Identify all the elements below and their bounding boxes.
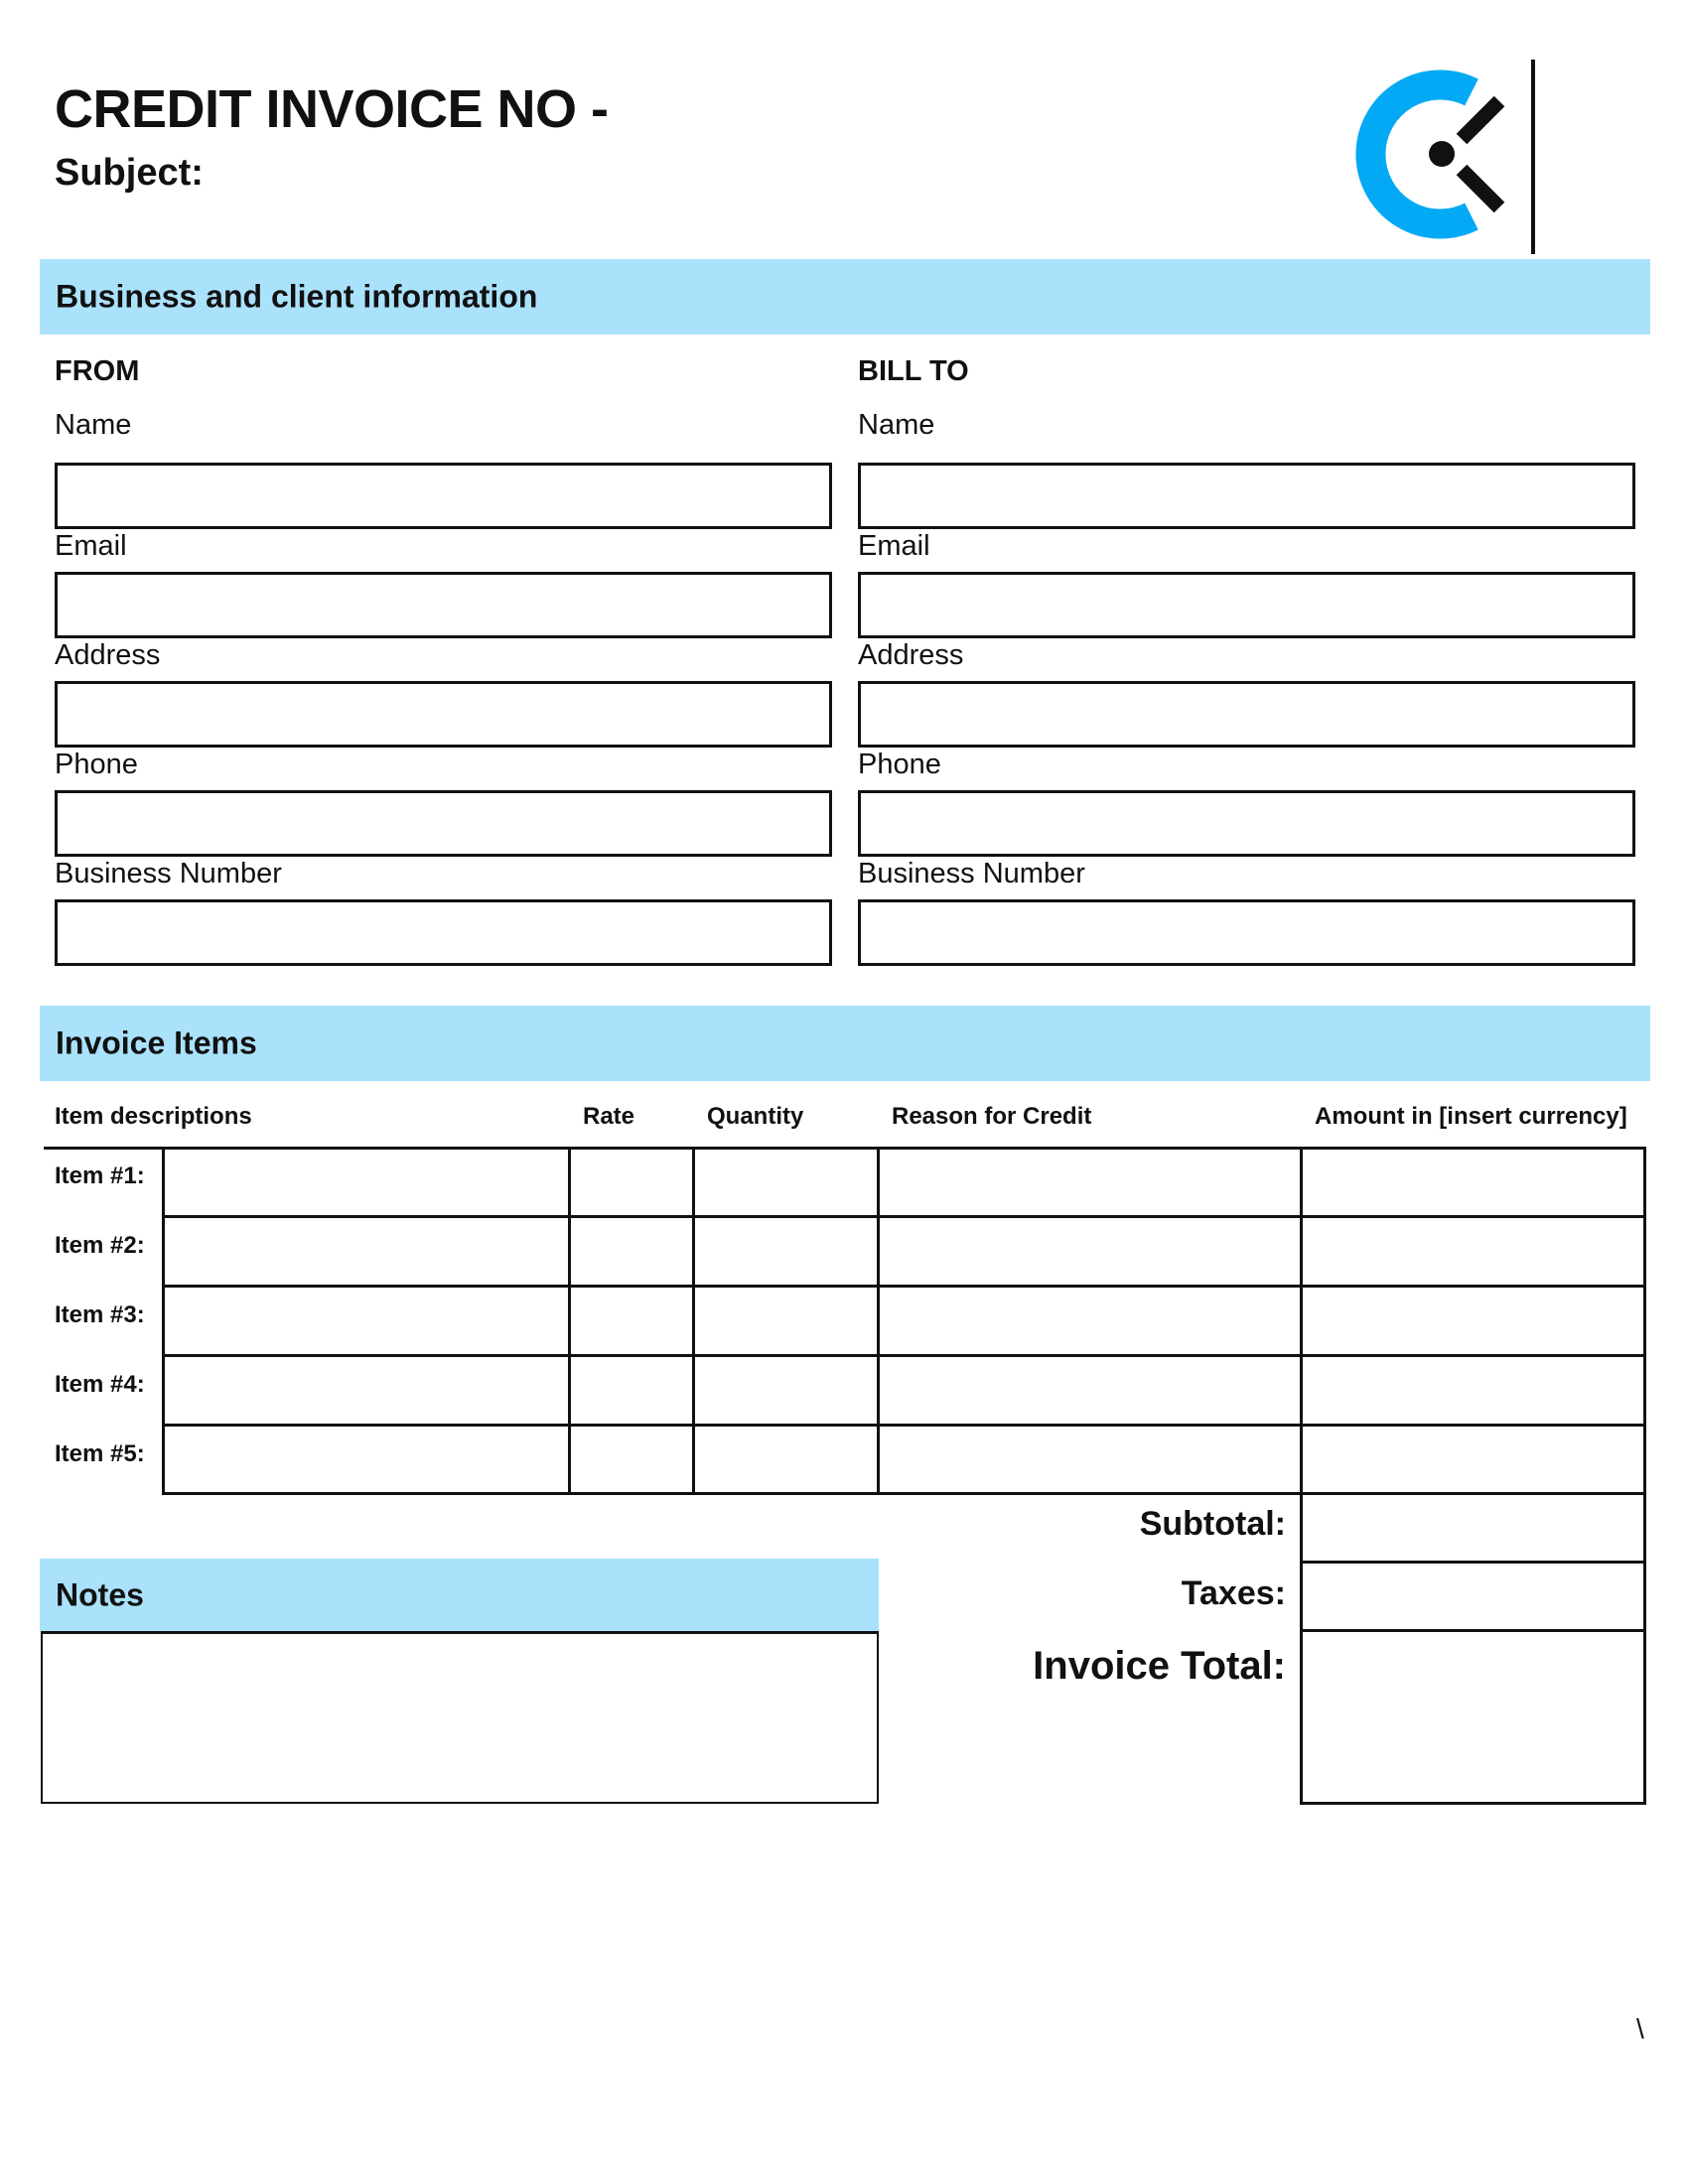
item-row-label: Item #1: <box>55 1162 145 1189</box>
item-row-label: Item #5: <box>55 1440 145 1467</box>
bill-to-business-number-field[interactable] <box>858 899 1635 966</box>
column-header-quantity: Quantity <box>707 1103 804 1130</box>
notes-header <box>40 1559 879 1631</box>
subject-label: Subject: <box>55 152 204 194</box>
item-row-label: Item #2: <box>55 1232 145 1259</box>
bill-to-address-label: Address <box>858 639 964 671</box>
bill-to-address-field[interactable] <box>858 681 1635 748</box>
bill-to-email-field[interactable] <box>858 572 1635 638</box>
notes-field[interactable] <box>41 1631 879 1804</box>
item-row-label: Item #3: <box>55 1301 145 1328</box>
invoice-items-header <box>40 1006 1650 1081</box>
column-header-rate: Rate <box>583 1103 635 1130</box>
item-row-label: Item #4: <box>55 1371 145 1398</box>
from-name-label: Name <box>55 409 132 441</box>
invoice-items-title: Invoice Items <box>56 1024 257 1061</box>
business-info-title: Business and client information <box>56 278 538 315</box>
invoice-items-table[interactable] <box>165 1150 1643 1492</box>
from-heading: FROM <box>55 355 140 387</box>
from-business-number-field[interactable] <box>55 899 832 966</box>
from-business-number-label: Business Number <box>55 858 282 889</box>
column-header-amount: Amount in [insert currency] <box>1315 1103 1627 1130</box>
subtotal-label: Subtotal: <box>1139 1505 1286 1543</box>
from-email-field[interactable] <box>55 572 832 638</box>
invoice-total-label: Invoice Total: <box>1033 1644 1286 1688</box>
bill-to-name-label: Name <box>858 409 935 441</box>
from-name-field[interactable] <box>55 463 832 529</box>
bill-to-phone-field[interactable] <box>858 790 1635 857</box>
subtotal-field[interactable] <box>1303 1495 1643 1561</box>
from-address-label: Address <box>55 639 161 671</box>
stray-mark: \ <box>1636 2013 1644 2044</box>
from-address-field[interactable] <box>55 681 832 748</box>
bill-to-name-field[interactable] <box>858 463 1635 529</box>
bill-to-business-number-label: Business Number <box>858 858 1085 889</box>
taxes-label: Taxes: <box>1181 1574 1286 1612</box>
clockify-logo-icon <box>1350 60 1549 258</box>
bill-to-email-label: Email <box>858 530 930 562</box>
from-phone-label: Phone <box>55 749 138 780</box>
bill-to-heading: BILL TO <box>858 355 969 387</box>
notes-title: Notes <box>56 1576 144 1612</box>
bill-to-phone-label: Phone <box>858 749 941 780</box>
taxes-field[interactable] <box>1303 1564 1643 1629</box>
business-info-header <box>40 259 1650 335</box>
from-email-label: Email <box>55 530 127 562</box>
totals-bottom-rule <box>1301 1802 1645 1805</box>
from-phone-field[interactable] <box>55 790 832 857</box>
column-header-item-descriptions: Item descriptions <box>55 1103 252 1130</box>
invoice-title: CREDIT INVOICE NO - <box>55 79 609 139</box>
table-column-rule <box>1643 1147 1646 1805</box>
column-header-reason-for-credit: Reason for Credit <box>892 1103 1092 1130</box>
invoice-total-field[interactable] <box>1303 1632 1643 1802</box>
